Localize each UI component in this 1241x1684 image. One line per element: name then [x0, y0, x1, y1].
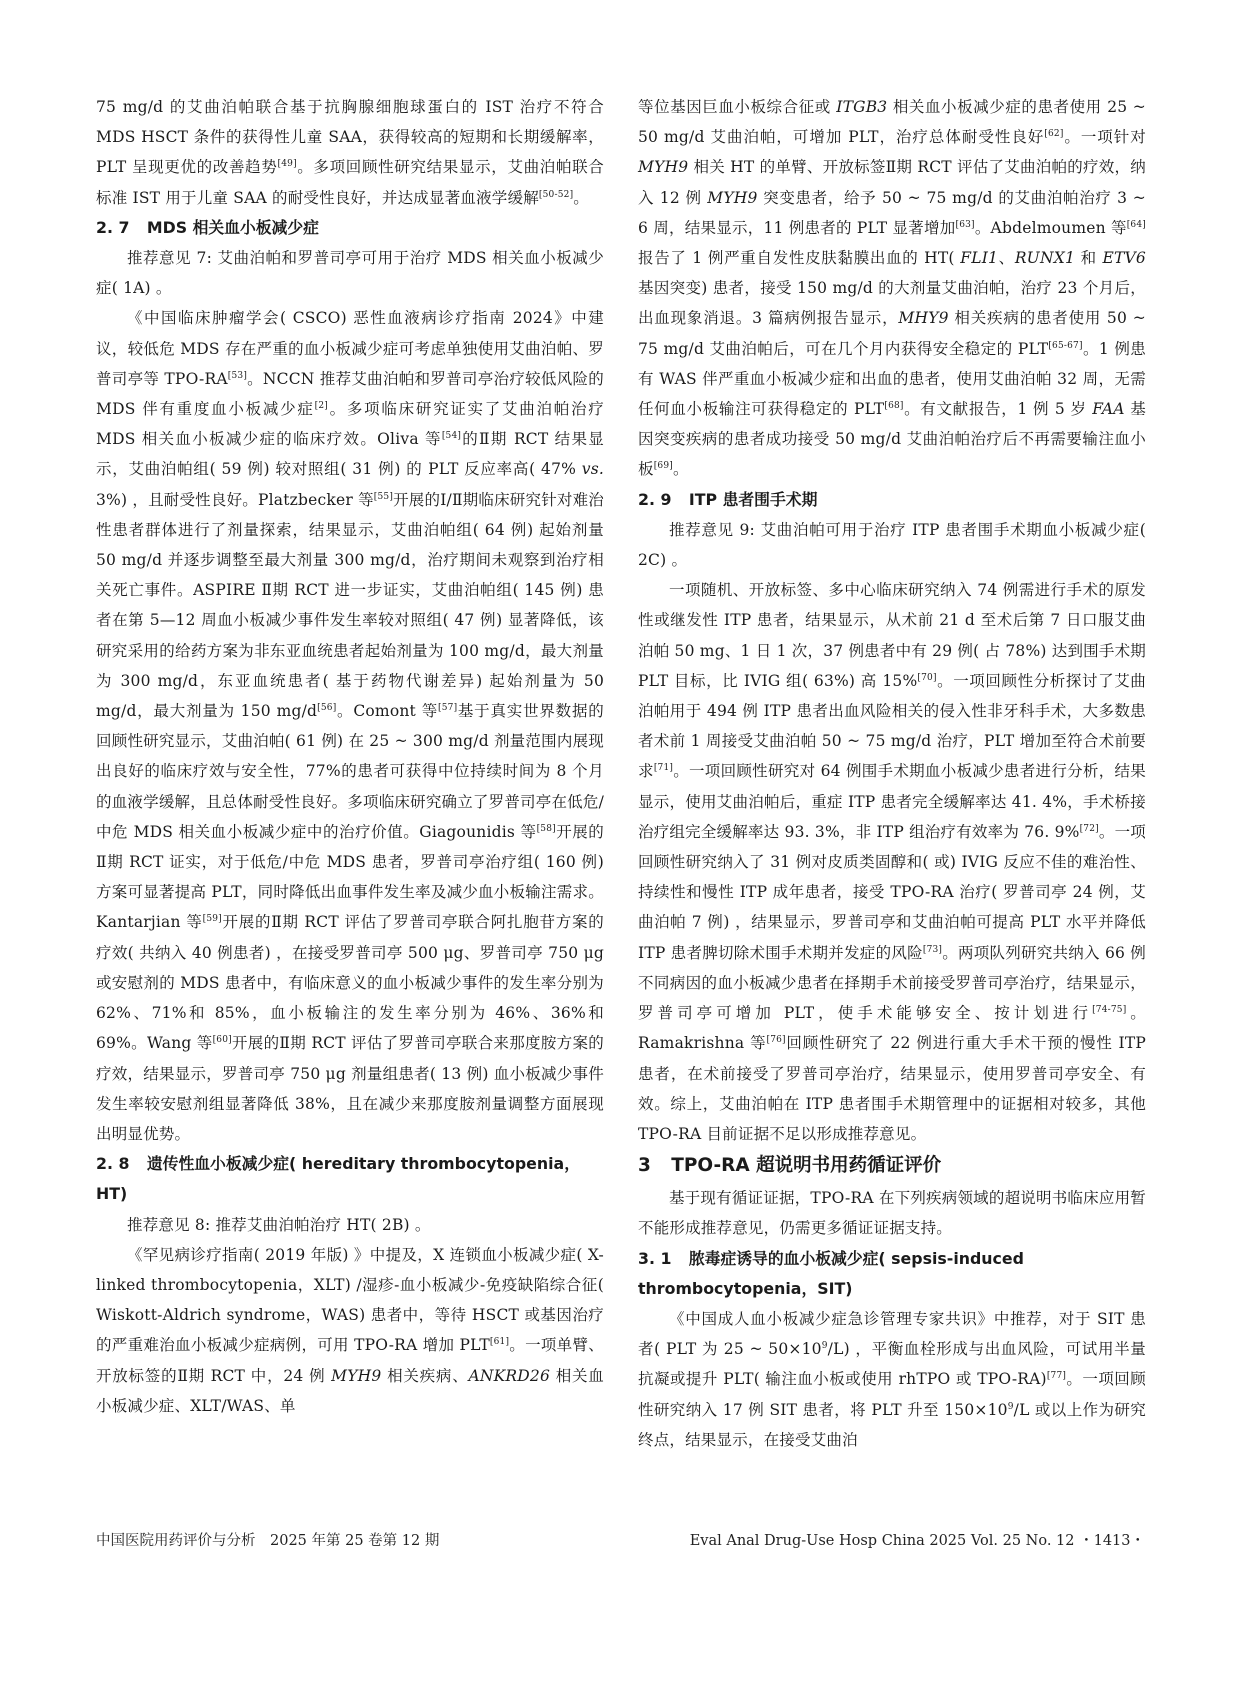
section-heading: [638, 1150, 1146, 1182]
section-title: TPO-RA 超说明书用药循证评价: [671, 1155, 942, 1177]
section-title: ITP 患者围手术期: [688, 489, 818, 509]
left-column: [96, 92, 604, 1421]
paragraph: 推荐意见 9: 艾曲泊帕可用于治疗 ITP 患者围手术期血小板减少症( 2C) 。: [638, 520, 1146, 570]
paragraph: 《中国成人血小板减少症急诊管理专家共识》中推荐，对于 SIT 患者( PLT 为 25 ~ $50\times 10^9/L$) ，平衡血栓形成与出血风险，可试用半量抗凝或提升 PLT( 输注血小板或使用 rhTPO 或 TPO-RA)[77]。一项回顾性研究纳入 17 例 SIT 患者，将 PLT 升至 $150\times 10^9/L$ 或以上作为研究终点，结果显示，在接受艾曲泊: [638, 1309, 1146, 1449]
subsection-heading: [638, 1244, 1146, 1304]
paragraph: 《罕见病诊疗指南( 2019 年版) 》中提及，X 连锁血小板减少症( X-linked thrombocytopenia，XLT) /湿疹-血小板减少-免疫缺陷综合征( Wiskott-Aldrich syndrome，WAS) 患者中，等待 HSCT 或基因治疗的严重难治血小板减少症病例，可用 TPO-RA 增加 PLT[61]。一项单臂、开放标签的Ⅱ期 RCT 中，24 例 MYH9 相关疾病、ANKRD26 相关血小板减少症、XLT/WAS、单: [96, 1245, 604, 1415]
paragraph: 等位基因巨血小板综合征或 ITGB3 相关血小板减少症的患者使用 25 ~ 50 mg/d 艾曲泊帕，可增加 PLT，治疗总体耐受性良好[62]。一项针对 MYH9 相关 HT 的单臂、开放标签Ⅱ期 RCT 评估了艾曲泊帕的疗效，纳入 12 例 MYH9 突变患者，给予 50 ~ 75 mg/d 的艾曲泊帕治疗 3 ~ 6 周，结果显示，11 例患者的 PLT 显著增加[63]。Abdelmoumen 等[64]报告了 1 例严重自发性皮肤黏膜出血的 HT( FLI1、RUNX1 和 ETV6 基因突变) 患者，接受 150 mg/d 的大剂量艾曲泊帕，治疗 23 个月后，出血现象消退。3 篇病例报告显示，MHY9 相关疾病的患者使用 50 ~ 75 mg/d 艾曲泊帕后，可在几个月内获得安全稳定的 PLT[65-67]。1 例患有 WAS 伴严重血小板减少症和出血的患者，使用艾曲泊帕 32 周，无需任何血小板输注可获得稳定的 PLT[68]。有文献报告，1 例 5 岁 FAA 基因突变疾病的患者成功接受 50 mg/d 艾曲泊帕治疗后不再需要输注血小板[69]。: [638, 98, 1147, 479]
section-title: MDS 相关血小板减少症: [146, 217, 319, 237]
paragraph: 75 mg/d 的艾曲泊帕联合基于抗胸腺细胞球蛋白的 IST 治疗不符合 MDS HSCT 条件的获得性儿童 SAA，获得较高的短期和长期缓解率，PLT 呈现更优的改善趋势[49]。多项回顾性研究结果显示，艾曲泊帕联合标准 IST 用于儿童 SAA 的耐受性良好，并达成显著血液学缓解[50-52]。: [96, 98, 604, 207]
subsection-heading: [638, 485, 1146, 515]
paragraph: 推荐意见 7: 艾曲泊帕和罗普司亭可用于治疗 MDS 相关血小板减少症( 1A) 。: [96, 249, 604, 298]
section-number: 2. 8: [96, 1154, 130, 1174]
paragraph: 《中国临床肿瘤学会( CSCO) 恶性血液病诊疗指南 2024》中建议，较低危 MDS 存在严重的血小板减少症可考虑单独使用艾曲泊帕、罗普司亭等 TPO-RA[53]。NCCN 推荐艾曲泊帕和罗普司亭治疗较低风险的 MDS 伴有重度血小板减少症[2]。多项临床研究证实了艾曲泊帕治疗 MDS 相关血小板减少症的临床疗效。Oliva 等[54]的Ⅱ期 RCT 结果显示，艾曲泊帕组( 59 例) 较对照组( 31 例) 的 PLT 反应率高( 47% vs. 3%) ，且耐受性良好。Platzbecker 等[55]开展的Ⅰ/Ⅱ期临床研究针对难治性患者群体进行了剂量探索，结果显示，艾曲泊帕组( 64 例) 起始剂量 50 mg/d 并逐步调整至最大剂量 300 mg/d，治疗期间未观察到治疗相关死亡事件。ASPIRE Ⅱ期 RCT 进一步证实，艾曲泊帕组( 145 例) 患者在第 5—12 周血小板减少事件发生率较对照组( 47 例) 显著降低，该研究采用的给药方案为非东亚血统患者起始剂量为 100 mg/d，最大剂量为 300 mg/d，东亚血统患者( 基于药物代谢差异) 起始剂量为 50 mg/d，最大剂量为 150 mg/d[56]。Comont 等[57]基于真实世界数据的回顾性研究显示，艾曲泊帕( 61 例) 在 25 ~ 300 mg/d 剂量范围内展现出良好的临床疗效与安全性，77%的患者可获得中位持续时间为 8 个月的血液学缓解，且总体耐受性良好。多项临床研究确立了罗普司亭在低危/中危 MDS 相关血小板减少症中的治疗价值。Giagounidis 等[58]开展的Ⅱ期 RCT 证实，对于低危/中危 MDS 患者，罗普司亭治疗组( 160 例) 方案可显著提高 PLT，同时降低出血事件发生率及减少血小板输注需求。Kantarjian 等[59]开展的Ⅱ期 RCT 评估了罗普司亭联合阿扎胞苷方案的疗效( 共纳入 40 例患者) ，在接受罗普司亭 500 μg、罗普司亭 750 μg 或安慰剂的 MDS 患者中，有临床意义的血小板减少事件的发生率分别为 62%、71%和 85%，血小板输注的发生率分别为 46%、36%和 69%。Wang 等[60]开展的Ⅱ期 RCT 评估了罗普司亭联合来那度胺方案的疗效，结果显示，罗普司亭 750 μg 剂量组患者( 13 例) 血小板减少事件发生率较安慰剂组显著降低 38%，且在减少来那度胺剂量调整方面展现出明显优势。: [96, 309, 604, 1143]
section-number: 2. 7: [96, 217, 130, 237]
paragraph: 基于现有循证证据，TPO-RA 在下列疾病领域的超说明书临床应用暂不能形成推荐意见，仍需更多循证证据支持。: [638, 1189, 1146, 1238]
section-number: 2. 9: [638, 489, 672, 509]
paragraph: 一项随机、开放标签、多中心临床研究纳入 74 例需进行手术的原发性或继发性 ITP 患者，结果显示，从术前 21 d 至术后第 7 日口服艾曲泊帕 50 mg、1 日 1 次，37 例患者中有 29 例( 占 78%) 达到围手术期 PLT 目标，比 IVIG 组( 63%) 高 15%[70]。一项回顾性分析探讨了艾曲泊帕用于 494 例 ITP 患者出血风险相关的侵入性非牙科手术，大多数患者术前 1 周接受艾曲泊帕 50 ~ 75 mg/d 治疗，PLT 增加至符合术前要求[71]。一项回顾性研究对 64 例围手术期血小板减少患者进行分析，结果显示，使用艾曲泊帕后，重症 ITP 患者完全缓解率达 41. 4%，手术桥接治疗组完全缓解率达 93. 3%，非 ITP 组治疗有效率为 76. 9%[72]。一项回顾性研究纳入了 31 例对皮质类固醇和( 或) IVIG 反应不佳的难治性、持续性和慢性 ITP 成年患者，接受 TPO-RA 治疗( 罗普司亭 24 例，艾曲泊帕 7 例) ，结果显示，罗普司亭和艾曲泊帕可提高 PLT 水平并降低 ITP 患者脾切除术围手术期并发症的风险[73]。两项队列研究共纳入 66 例不同病因的血小板减少患者在择期手术前接受罗普司亭治疗，结果显示，罗普司亭可增加 PLT，使手术能够安全、按计划进行[74-75]。Ramakrishna 等[76]回顾性研究了 22 例进行重大手术干预的慢性 ITP 患者，在术前接受了罗普司亭治疗，结果显示，使用罗普司亭安全、有效。综上，艾曲泊帕在 ITP 患者围手术期管理中的证据相对较多，其他 TPO-RA 目前证据不足以形成推荐意见。: [638, 581, 1147, 1143]
paragraph: 推荐意见 8: 推荐艾曲泊帕治疗 HT( 2B) 。: [127, 1215, 431, 1234]
subsection-heading: [96, 1149, 604, 1209]
subsection-heading: [96, 213, 604, 243]
section-title: 遗传性血小板减少症( hereditary thrombocytopenia，HT): [96, 1154, 581, 1204]
right-column: [638, 92, 1146, 1455]
page-number-footer: Eval Anal Drug-Use Hosp China 2025 Vol. 25 No. 12 ・1413・: [689, 1533, 1145, 1549]
section-title: 脓毒症诱导的血小板减少症( sepsis-induced thrombocytopenia，SIT): [638, 1248, 1024, 1298]
section-number: 3. 1: [638, 1248, 672, 1268]
section-number: 3: [638, 1155, 651, 1177]
journal-footer: 中国医院用药评价与分析 2025 年第 25 卷第 12 期: [96, 1533, 440, 1549]
